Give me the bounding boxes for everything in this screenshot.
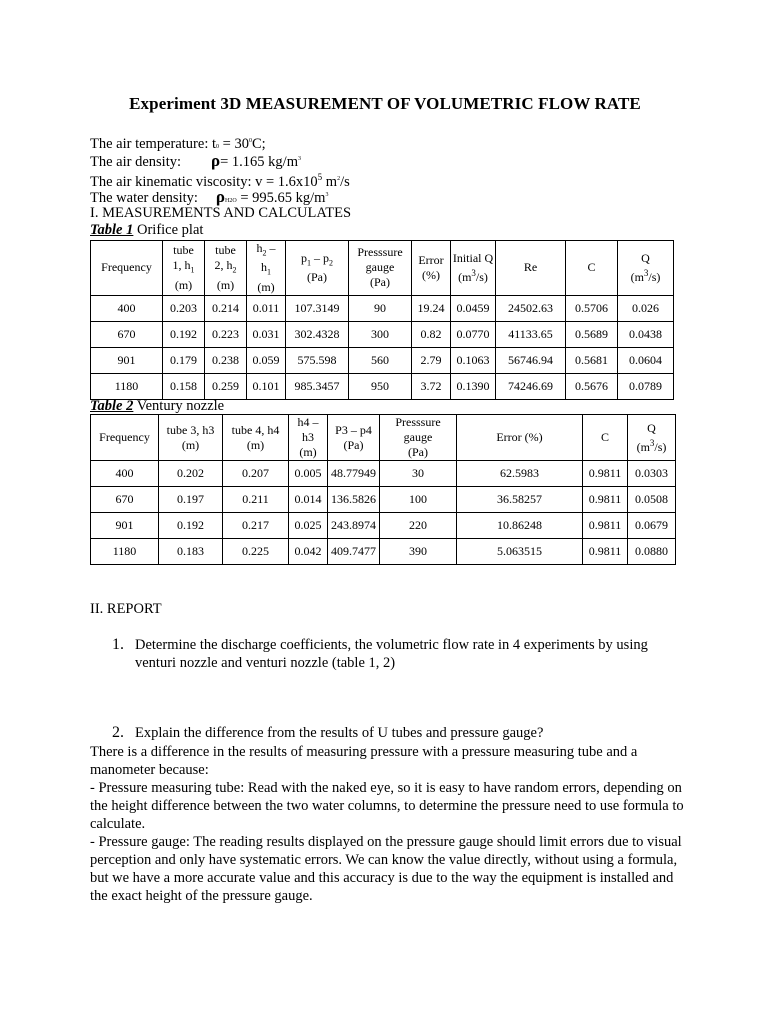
table-cell: 0.223 [205, 321, 247, 347]
table-cell: 0.025 [289, 513, 328, 539]
question1-text: Determine the discharge coefficients, the volumetric flow rate in 4 experiments by using venturi nozzle and venturi nozzle (table 1, 2) [135, 637, 648, 671]
table-cell: 19.24 [412, 295, 451, 321]
table-cell: 0.005 [289, 461, 328, 487]
table-cell: 0.031 [247, 321, 286, 347]
table-cell: 24502.63 [496, 295, 566, 321]
section-heading-measurements: I. MEASUREMENTS AND CALCULATES [90, 205, 352, 221]
table-cell: 41133.65 [496, 321, 566, 347]
water-density-line: The water density: ρH2O = 995.65 $kg/m^3$ [90, 186, 329, 206]
table-cell: 901 [91, 513, 159, 539]
table-row [91, 461, 676, 487]
header-pressure-difference: P3 – p4 (Pa) [328, 415, 380, 461]
table-cell: 0.101 [247, 373, 286, 399]
table-cell: 0.5681 [566, 347, 618, 373]
table-cell: 243.8974 [328, 513, 380, 539]
table-cell: 0.1063 [451, 347, 496, 373]
table2-caption: Table 2 Ventury nozzle [90, 398, 225, 414]
table1-body [91, 295, 674, 399]
table-cell: 0.011 [247, 295, 286, 321]
table-cell: 0.179 [163, 347, 205, 373]
table-cell: 0.0459 [451, 295, 496, 321]
air-viscosity-line: The air kinematic viscosity: $v = 1.6x10^5$ $m^2/s$ [90, 172, 350, 190]
table-cell: 0.214 [205, 295, 247, 321]
table-cell: 302.4328 [286, 321, 349, 347]
table-cell: 90 [349, 295, 412, 321]
header-re: Re [496, 241, 566, 296]
table-cell: 0.5706 [566, 295, 618, 321]
table-cell: 0.9811 [583, 461, 628, 487]
table-cell: 36.58257 [457, 487, 583, 513]
table-cell: 0.0770 [451, 321, 496, 347]
table-cell: 0.5676 [566, 373, 618, 399]
table-cell: 62.5983 [457, 461, 583, 487]
table-cell: 3.72 [412, 373, 451, 399]
table-cell: 0.059 [247, 347, 286, 373]
table-cell: 950 [349, 373, 412, 399]
table-row [91, 321, 674, 347]
table-cell: 390 [380, 539, 457, 565]
table-cell: 0.158 [163, 373, 205, 399]
header-error: Error (%) [412, 241, 451, 296]
air-temperature-line: The air temperature: $t0 = 30^0C$; [90, 135, 266, 152]
table-cell: 30 [380, 461, 457, 487]
table-cell: 0.0604 [618, 347, 674, 373]
table-cell: 0.0679 [628, 513, 676, 539]
table-cell: 300 [349, 321, 412, 347]
table-cell: 136.5826 [328, 487, 380, 513]
table-cell: 0.192 [159, 513, 223, 539]
table-cell: 0.183 [159, 539, 223, 565]
report-heading: II. REPORT [90, 601, 162, 617]
table-cell: 901 [91, 347, 163, 373]
table-cell: 0.238 [205, 347, 247, 373]
table-cell: 48.77949 [328, 461, 380, 487]
table-cell: 400 [91, 295, 163, 321]
header-tube3: tube 3, h3 (m) [159, 415, 223, 461]
table-cell: 2.79 [412, 347, 451, 373]
table-row [91, 295, 674, 321]
table-cell: 0.0880 [628, 539, 676, 565]
table-cell: 670 [91, 487, 159, 513]
table-cell: 400 [91, 461, 159, 487]
answer-pressure-gauge: - Pressure gauge: The reading results displayed on the pressure gauge should limit errors due to visual perception and only have systematic errors. We can know the value directly, without using a formula, but we have a more accurate value and this accuracy is due to the way the equipment is installed and the exact height of the pressure gauge. [90, 834, 682, 904]
table-row [91, 487, 676, 513]
header-tube2: tube 2, $h_2$ (m) [205, 241, 247, 296]
question1-number: 1. [112, 636, 124, 653]
answer-pressure-tube: - Pressure measuring tube: Read with the naked eye, so it is easy to have random errors, depending on the height difference between the two water columns, to determine the pressure need to use formula to calculate. [90, 780, 684, 832]
table-cell: 0.9811 [583, 539, 628, 565]
table-cell: 5.063515 [457, 539, 583, 565]
table-cell: 0.0789 [618, 373, 674, 399]
table-cell: 100 [380, 487, 457, 513]
table-cell: 220 [380, 513, 457, 539]
table2-body [91, 461, 676, 565]
header-frequency: Frequency [91, 241, 163, 296]
question2-number: 2. [112, 724, 124, 741]
table-cell: 1180 [91, 373, 163, 399]
table-cell: 0.217 [223, 513, 289, 539]
table-cell: 0.1390 [451, 373, 496, 399]
table1-caption: Table 1 Orifice plat [90, 222, 204, 238]
header-height-difference: h4 – h3 (m) [289, 415, 328, 461]
table-cell: 10.86248 [457, 513, 583, 539]
header-initial-q: Initial Q $(m^3/s)$ [451, 241, 496, 296]
table1-header-row [91, 241, 674, 296]
table-cell: 0.9811 [583, 513, 628, 539]
header-q: Q $(m^3/s)$ [628, 415, 676, 461]
table-cell: 0.259 [205, 373, 247, 399]
table-cell: 0.197 [159, 487, 223, 513]
answer-intro: There is a difference in the results of measuring pressure with a pressure measuring tube and a manometer because: [90, 744, 638, 778]
table-row [91, 347, 674, 373]
table-cell: 107.3149 [286, 295, 349, 321]
header-pressure-difference: $p_1 - p_2$ (Pa) [286, 241, 349, 296]
table-cell: 0.014 [289, 487, 328, 513]
header-pressure-gauge: Presssure gauge (Pa) [349, 241, 412, 296]
table-cell: 985.3457 [286, 373, 349, 399]
header-pressure-gauge: Presssure gauge (Pa) [380, 415, 457, 461]
table-cell: 0.0438 [618, 321, 674, 347]
table-cell: 0.5689 [566, 321, 618, 347]
header-tube4: tube 4, h4 (m) [223, 415, 289, 461]
table-cell: 0.225 [223, 539, 289, 565]
header-error: Error (%) [457, 415, 583, 461]
table-cell: 1180 [91, 539, 159, 565]
table-cell: 74246.69 [496, 373, 566, 399]
table-cell: 409.7477 [328, 539, 380, 565]
table2-header-row [91, 415, 676, 461]
header-c: C [566, 241, 618, 296]
air-density-line: The air density: ρ= 1.165 $kg/m^3$ [90, 150, 301, 170]
table-cell: 670 [91, 321, 163, 347]
table-cell: 0.042 [289, 539, 328, 565]
table-cell: 0.0508 [628, 487, 676, 513]
table-row [91, 373, 674, 399]
header-tube1: tube 1, $h_1$ (m) [163, 241, 205, 296]
table-row [91, 513, 676, 539]
table-cell: 0.203 [163, 295, 205, 321]
table-cell: 0.192 [163, 321, 205, 347]
table-cell: 0.207 [223, 461, 289, 487]
table-cell: 56746.94 [496, 347, 566, 373]
document-title: Experiment 3D MEASUREMENT OF VOLUMETRIC FLOW RATE [129, 94, 641, 113]
header-c: C [583, 415, 628, 461]
venturi-nozzle-table [90, 414, 676, 565]
orifice-plate-table [90, 240, 674, 400]
table-cell: 0.211 [223, 487, 289, 513]
table-row [91, 539, 676, 565]
table-cell: 0.026 [618, 295, 674, 321]
table-cell: 0.202 [159, 461, 223, 487]
table-cell: 0.0303 [628, 461, 676, 487]
question2-text: Explain the difference from the results of U tubes and pressure gauge? [135, 725, 544, 741]
table-cell: 560 [349, 347, 412, 373]
table-cell: 0.9811 [583, 487, 628, 513]
header-height-difference: $h_2$ – $h_1$ (m) [247, 241, 286, 296]
header-frequency: Frequency [91, 415, 159, 461]
header-q: Q $(m^3/s)$ [618, 241, 674, 296]
table-cell: 0.82 [412, 321, 451, 347]
table-cell: 575.598 [286, 347, 349, 373]
